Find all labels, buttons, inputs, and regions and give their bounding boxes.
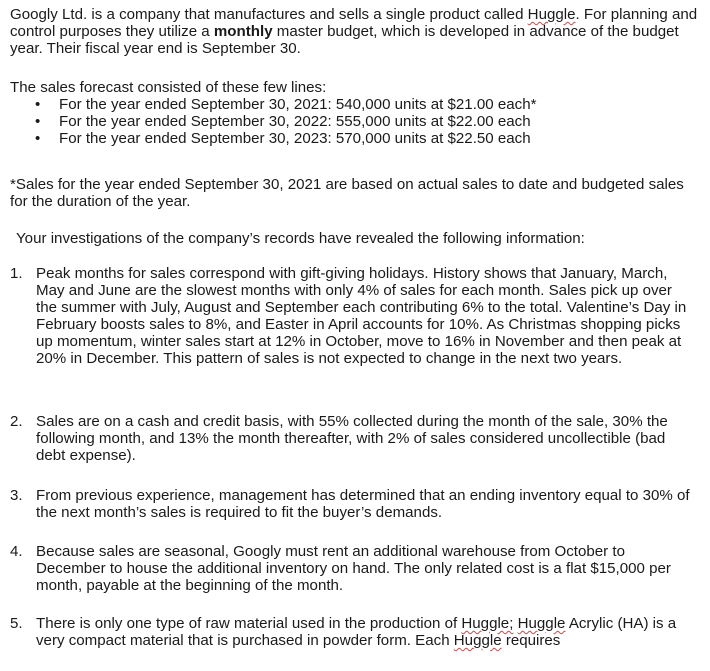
list-item [10, 413, 690, 464]
item-text: There is only one type of raw material used in the production of Huggle; Huggle Acrylic (HA) is a very compact material that is purchased in powder form. Each Huggle requires [36, 615, 677, 649]
list-item [10, 265, 690, 367]
intro-paragraph: Googly Ltd. is a company that manufactures and sells a single product called Huggle. For planning and control purposes they utilize a monthly master budget, which is developed in advance of the budget year. Their fiscal year end is September 30. [10, 6, 698, 57]
spellcheck-word[interactable]: Huggle [527, 6, 576, 23]
spellcheck-word[interactable]: Huggle; [461, 615, 514, 632]
list-item [10, 543, 690, 594]
spellcheck-word[interactable]: Huggle [517, 615, 566, 632]
item-number: 4. [10, 543, 23, 560]
forecast-list [35, 96, 536, 147]
item-text: From previous experience, management has determined that an ending inventory equal to 30% of the next month’s sales is required to fit the buyer’s demands. [36, 487, 690, 521]
spellcheck-word[interactable]: Huggle [453, 632, 502, 649]
item-text: Peak months for sales correspond with gift-giving holidays. History shows that January, March, May and June are the slowest months with only 4% of sales for each month. Sales pick up over the summer with July, August and September each contributing 6% to the total. Valentine’s Day in February boosts sales to 8%, and Easter in April accounts for 10%. As Christmas shopping picks up momentum, winter sales start at 12% in October, move to 16% in November and then peak at 20% in December. This pattern of sales is not expected to change in the next two years. [36, 265, 687, 367]
item-number: 2. [10, 413, 23, 430]
list-item [10, 615, 690, 649]
item-number: 5. [10, 615, 23, 632]
emphasis-text: monthly [213, 23, 273, 40]
footnote-paragraph: *Sales for the year ended September 30, 2021 are based on actual sales to date and budgeted sales for the duration of the year. [10, 176, 684, 210]
item-text: Sales are on a cash and credit basis, with 55% collected during the month of the sale, 30% the following month, and 13% the month thereafter, with 2% of sales considered uncollectible (bad debt expense). [36, 413, 668, 464]
investigation-paragraph: Your investigations of the company’s records have revealed the following information: [16, 230, 585, 247]
item-text: Because sales are seasonal, Googly must rent an additional warehouse from October to December to house the additional inventory on hand. The only related cost is a flat $15,000 per month, payable at the beginning of the month. [36, 543, 671, 594]
forecast-heading: The sales forecast consisted of these few lines: [10, 79, 327, 96]
item-number: 1. [10, 265, 23, 282]
forecast-item: • For the year ended September 30, 2021: 540,000 units at $21.00 each* [35, 96, 536, 113]
list-item [10, 487, 690, 521]
forecast-item: • For the year ended September 30, 2022: 555,000 units at $22.00 each [35, 113, 536, 130]
item-number: 3. [10, 487, 23, 504]
forecast-item: • For the year ended September 30, 2023: 570,000 units at $22.50 each [35, 130, 536, 147]
